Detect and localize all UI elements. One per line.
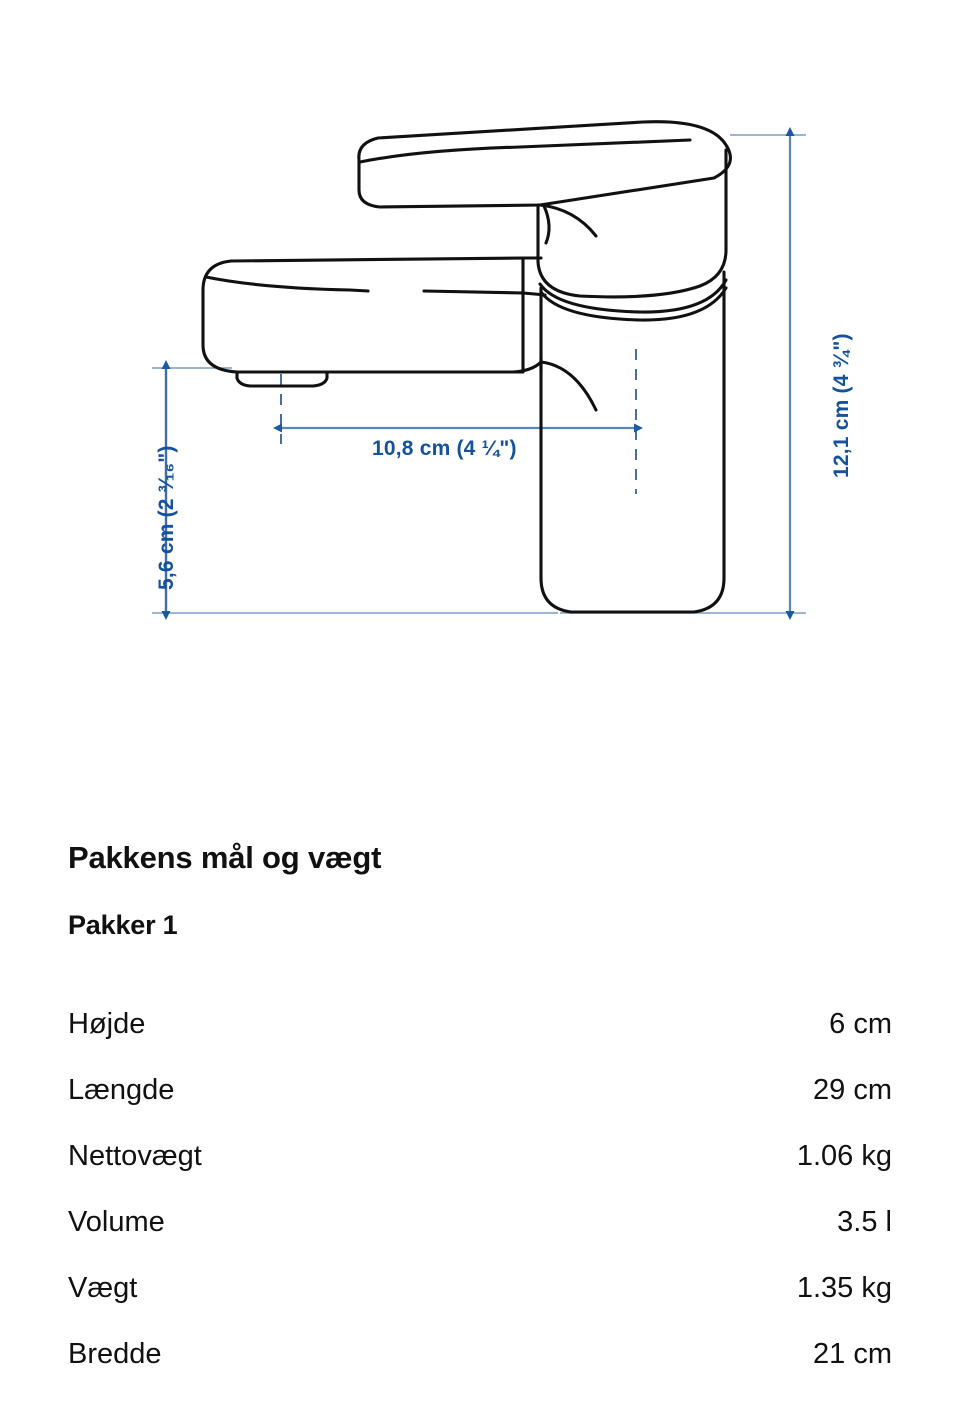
spec-table xyxy=(68,1008,892,1404)
spec-row-key: Højde xyxy=(68,1008,146,1040)
spout-seam-left xyxy=(206,277,368,291)
spec-heading: Pakkens mål og vægt xyxy=(68,840,382,875)
spec-row-value: 1.35 kg xyxy=(796,1272,892,1304)
spec-subheading: Pakker 1 xyxy=(68,910,178,940)
depth-dimension-label: 5,6 cm (2 ³⁄₁₆") xyxy=(155,445,178,590)
lever-arm-crease xyxy=(360,140,690,162)
spec-row xyxy=(68,1140,892,1206)
outlet-curve-lower xyxy=(541,362,596,410)
reach-dimension-label: 10,8 cm (4 ¼") xyxy=(372,437,517,460)
spec-row-key: Volume xyxy=(68,1206,165,1238)
cam-detail-small xyxy=(544,206,549,243)
height-dimension-label: 12,1 cm (4 ¾") xyxy=(830,333,853,478)
lever-arm xyxy=(359,122,731,207)
faucet-body xyxy=(541,272,724,612)
spec-row-key: Bredde xyxy=(68,1338,162,1370)
faucet-outline xyxy=(203,122,730,612)
spec-row-value: 29 cm xyxy=(813,1074,892,1106)
spout-body xyxy=(203,258,523,372)
spout-seam-right xyxy=(424,291,523,293)
spec-row-value: 3.5 l xyxy=(837,1206,892,1238)
lever-head xyxy=(538,150,726,297)
spec-row-key: Længde xyxy=(68,1074,175,1106)
spec-row-key: Nettovægt xyxy=(68,1140,202,1172)
spec-row xyxy=(68,1272,892,1338)
spout-body-join-seam xyxy=(523,293,545,295)
spout-underside xyxy=(237,362,541,372)
spec-row-key: Vægt xyxy=(68,1272,138,1304)
spec-row-value: 21 cm xyxy=(813,1338,892,1370)
spec-row xyxy=(68,1206,892,1272)
spec-row-value: 6 cm xyxy=(829,1008,892,1040)
spec-row-value: 1.06 kg xyxy=(796,1140,892,1172)
spec-row xyxy=(68,1074,892,1140)
spec-row xyxy=(68,1008,892,1074)
spec-row xyxy=(68,1338,892,1404)
